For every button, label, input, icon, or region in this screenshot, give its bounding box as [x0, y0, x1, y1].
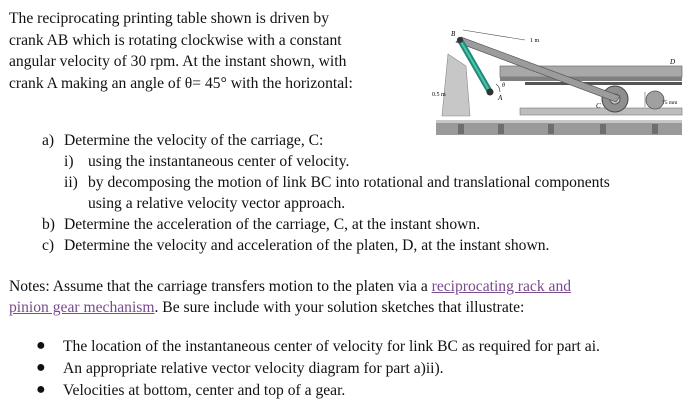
question-aii-continued: using a relative velocity vector approach. — [88, 195, 346, 212]
problem-statement — [9, 8, 429, 94]
question-a-text: Determine the velocity of the carriage, C: — [64, 132, 324, 149]
base-top-edge — [436, 120, 682, 123]
figure-label-d: D — [670, 58, 676, 66]
mechanism-figure — [430, 4, 685, 137]
rack-pinion-link[interactable]: reciprocating rack and — [431, 278, 572, 295]
base-foot — [498, 124, 504, 134]
question-aii-text: by decomposing the motion of link BC into rotational and translational components — [88, 174, 610, 191]
intro-line: angular velocity of 30 rpm. At the instant shown, with — [9, 53, 347, 70]
notes-line-1 — [9, 276, 571, 297]
figure-label-75mm: 75 mm — [662, 100, 678, 106]
notes-line-2 — [9, 297, 524, 318]
figure-label-05m: 0.5 m — [432, 92, 446, 98]
question-aii-label: ii) — [64, 174, 78, 191]
crank-support — [442, 54, 470, 116]
question-b-text: Determine the acceleration of the carriage, C, at the instant shown. — [64, 216, 481, 233]
notes-text: . Be sure include with your solution sketches that illustrate: — [154, 299, 525, 316]
angle-arc — [496, 84, 500, 92]
list-item: The location of the instantaneous center of velocity for link BC as required for part ai. — [63, 338, 600, 355]
question-b-label: b) — [42, 216, 55, 233]
list-item: An appropriate relative vector velocity diagram for part a)ii). — [63, 360, 444, 377]
question-c-label: c) — [42, 237, 55, 254]
base-foot — [652, 124, 658, 134]
rack-pinion-link-cont[interactable]: pinion gear mechanism — [9, 299, 155, 316]
figure-label-b: B — [451, 30, 456, 38]
pin-b — [457, 37, 463, 43]
upper-rail — [525, 82, 682, 85]
notes-text: Notes: Assume that the carriage transfers motion to the platen via a — [9, 278, 432, 295]
bullet-icon: ● — [36, 359, 46, 376]
figure-label-1m: 1 m — [530, 38, 540, 44]
base-foot — [458, 124, 464, 134]
question-ai-label: i) — [64, 153, 74, 170]
base-foot — [600, 124, 606, 134]
question-a-label: a) — [42, 132, 55, 149]
bullet-icon: ● — [36, 381, 46, 398]
lower-rack — [520, 108, 682, 115]
question-ai-text: using the instantaneous center of velocity. — [88, 153, 350, 170]
base-foot — [548, 124, 554, 134]
intro-line: The reciprocating printing table shown is driven by — [9, 10, 330, 27]
bullet-icon: ● — [36, 337, 46, 354]
intro-line: crank A making an angle of θ= 45° with the horizontal: — [9, 74, 353, 92]
question-c-text: Determine the velocity and acceleration of the platen, D, at the instant shown. — [64, 237, 550, 254]
platen-rack — [500, 77, 682, 81]
list-item: Velocities at bottom, center and top of a gear. — [63, 382, 346, 399]
intro-line: crank AB which is rotating clockwise with a constant — [9, 31, 342, 49]
pin-a — [487, 89, 494, 96]
figure-label-c: C — [596, 102, 601, 110]
base-frame — [436, 122, 682, 135]
figure-label-theta: θ — [502, 83, 505, 89]
figure-label-a: A — [498, 94, 503, 102]
dimension-line — [463, 30, 525, 40]
